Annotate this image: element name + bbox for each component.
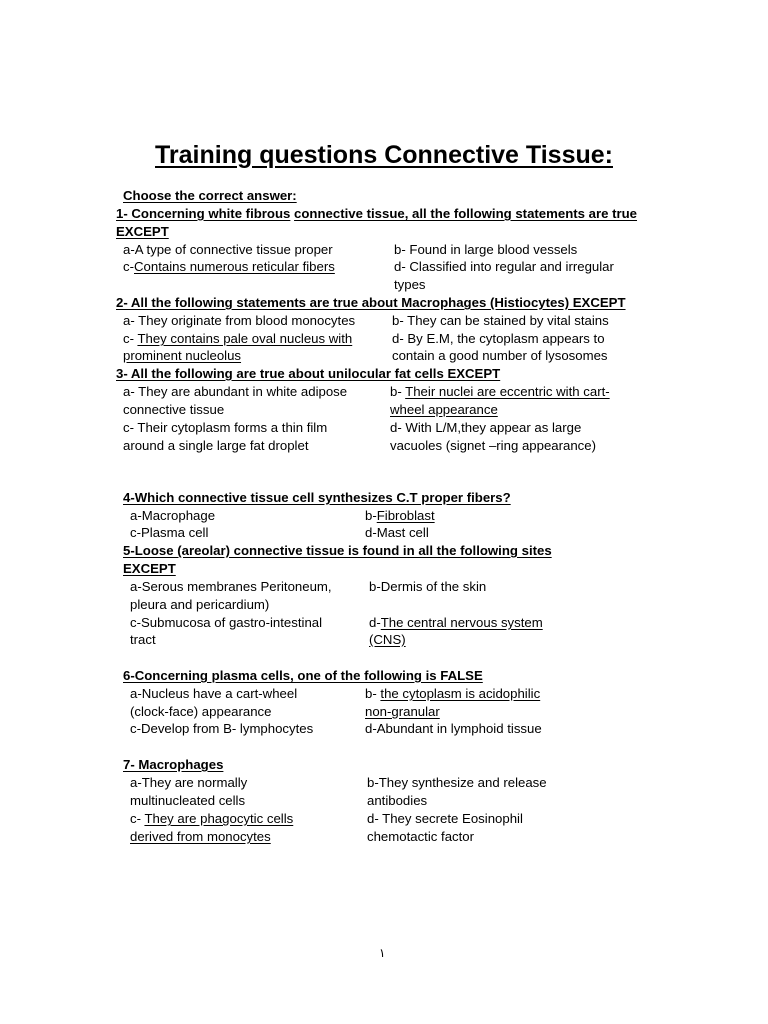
q7-option-c-line1 [130,810,293,828]
q6-stem: 6-Concerning plasma cells, one of the following is FALSE [123,668,483,683]
q4-option-d: d-Mast cell [365,525,429,540]
q7-option-d-line2: chemotactic factor [367,829,475,844]
q7-stem: 7- Macrophages [123,757,224,772]
q3-option-d-line2: vacuoles (signet –ring appearance) [390,438,596,453]
q7-option-d-line1: d- They secrete Eosinophil [367,811,523,826]
q3-option-c-line2: around a single large fat droplet [123,438,309,453]
instruction: Choose the correct answer: [123,188,297,203]
q1-option-c [123,258,335,276]
q5-option-b: b-Dermis of the skin [369,579,487,594]
q4-option-a: a-Macrophage [130,508,216,523]
q5-option-a-line1: a-Serous membranes Peritoneum, [130,579,332,594]
q7-option-a-line1: a-They are normally [130,775,248,790]
q2-option-c-line1 [123,330,352,348]
q5-stem-line1: 5-Loose (areolar) connective tissue is found in all the following sites [123,543,552,558]
q5-option-d-line1 [369,614,543,632]
q6-option-b-line2: non-granular [365,704,440,719]
q5-option-c-line1: c-Submucosa of gastro-intestinal [130,615,323,630]
q6-option-d: d-Abundant in lymphoid tissue [365,721,542,736]
q7-option-a-line2: multinucleated cells [130,793,246,808]
q1-stem-part-b: connective tissue, all the following statements are true [294,206,638,221]
q3-option-b-line1 [390,383,610,401]
q1-option-c-prefix: c- [123,259,134,274]
q7-option-c-prefix: c- [130,811,141,826]
q1-option-d-line1: d- Classified into regular and irregular [394,259,614,274]
q5-option-a-line2: pleura and pericardium) [130,597,270,612]
q2-stem: 2- All the following statements are true about Macrophages (Histiocytes) EXCEPT [116,295,626,310]
q7-option-c-line2: derived from monocytes [130,829,271,844]
q3-option-d-line1: d- With L/M,they appear as large [390,420,582,435]
page-number: ١ [379,946,386,960]
q6-option-b-line1 [365,685,540,703]
q5-option-d-text1: The central nervous system [380,615,543,630]
q2-option-d-line2: contain a good number of lysosomes [392,348,608,363]
q4-option-b [365,507,435,525]
q6-option-b-text1: the cytoplasm is acidophilic [380,686,541,701]
q6-option-b-prefix: b- [365,686,377,701]
q1-stem-except: EXCEPT [116,224,169,239]
q2-option-c-line2: prominent nucleolus [123,348,242,363]
q1-stem-part-a: 1- Concerning white fibrous [116,206,291,221]
q4-option-c: c-Plasma cell [130,525,209,540]
q7-option-b-line1: b-They synthesize and release [367,775,547,790]
q5-option-c-line2: tract [130,632,156,647]
q4-option-b-text: Fibroblast [376,508,435,523]
q5-option-d-line2: (CNS) [369,632,406,647]
q3-option-a-line2: connective tissue [123,402,225,417]
q3-option-b-prefix: b- [390,384,402,399]
q3-option-b-line2: wheel appearance [390,402,498,417]
q4-option-b-prefix: b- [365,508,377,523]
q5-stem-line2: EXCEPT [123,561,176,576]
q1-stem [116,205,637,223]
q1-option-a: a-A type of connective tissue proper [123,242,333,257]
q2-option-d-line1: d- By E.M, the cytoplasm appears to [392,331,605,346]
q1-option-c-text: Contains numerous reticular fibers [134,259,335,274]
q1-option-d-line2: types [394,277,426,292]
q3-option-b-text1: Their nuclei are eccentric with cart- [405,384,610,399]
q2-option-a: a- They originate from blood monocytes [123,313,356,328]
q1-option-b: b- Found in large blood vessels [394,242,578,257]
q6-option-c: c-Develop from B- lymphocytes [130,721,314,736]
q4-stem: 4-Which connective tissue cell synthesizes C.T proper fibers? [123,490,511,505]
q6-option-a-line1: a-Nucleus have a cart-wheel [130,686,298,701]
q3-option-c-line1: c- Their cytoplasm forms a thin film [123,420,328,435]
q2-option-c-prefix: c- [123,331,134,346]
q7-option-c-text1: They are phagocytic cells [144,811,294,826]
q2-option-c-text1: They contains pale oval nucleus with [137,331,353,346]
q7-option-b-line2: antibodies [367,793,428,808]
page-title: Training questions Connective Tissue: [155,141,613,169]
q6-option-a-line2: (clock-face) appearance [130,704,272,719]
q3-option-a-line1: a- They are abundant in white adipose [123,384,348,399]
q2-option-b: b- They can be stained by vital stains [392,313,609,328]
q3-stem: 3- All the following are true about unilocular fat cells EXCEPT [116,366,501,381]
q5-option-d-prefix: d- [369,615,381,630]
